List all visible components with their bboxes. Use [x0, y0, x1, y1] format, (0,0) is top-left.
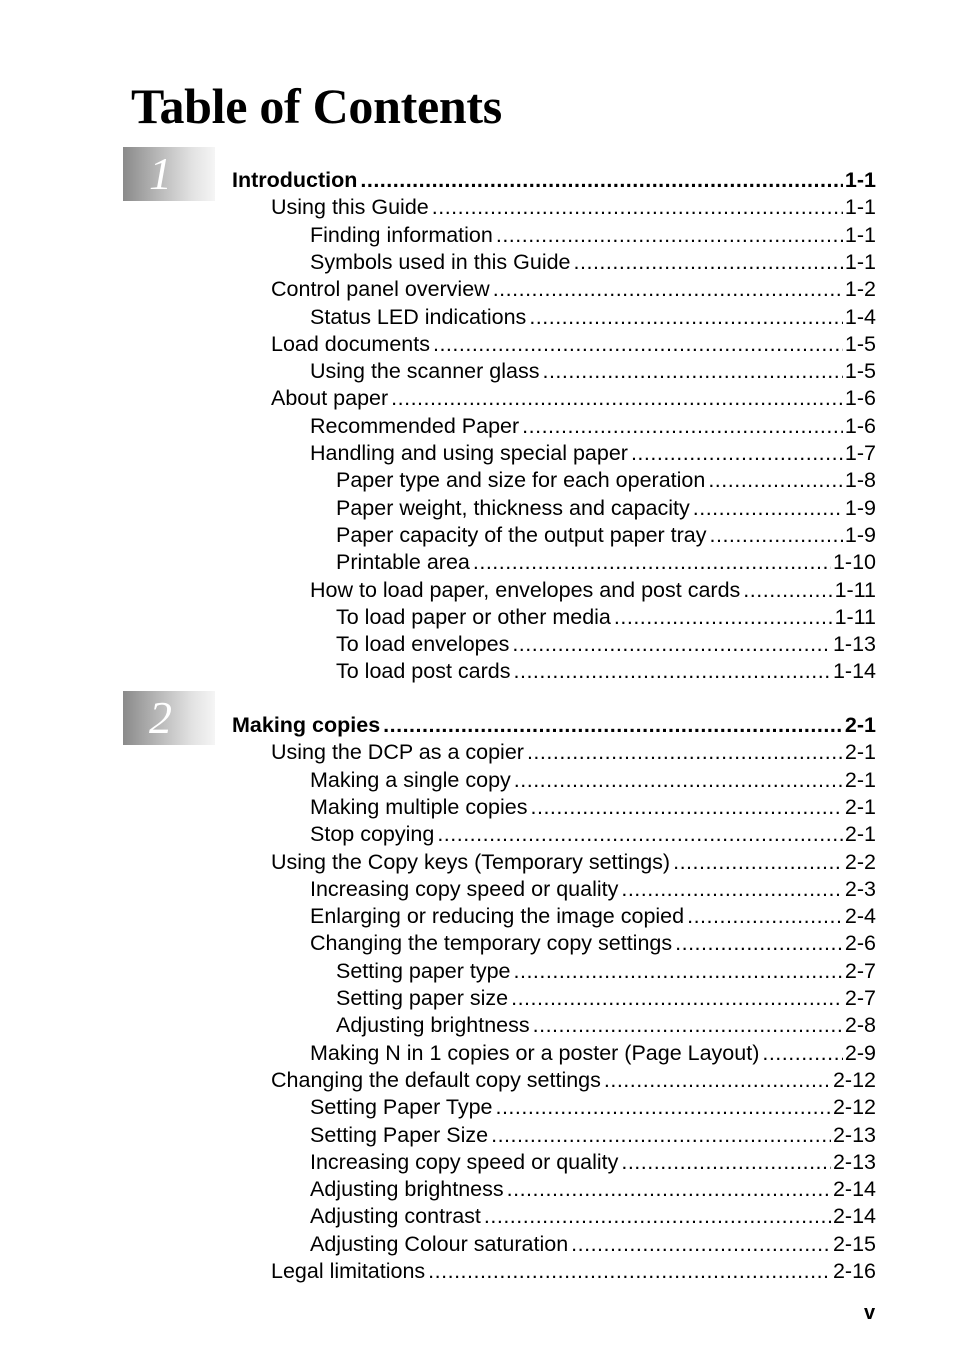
dot-leader: [743, 577, 832, 604]
page-number: v: [864, 1302, 876, 1324]
toc-entry-page: 1-10: [832, 550, 876, 575]
dot-leader: [621, 1149, 831, 1176]
toc-entry-title: Increasing copy speed or quality: [310, 876, 619, 901]
dot-leader: [529, 304, 843, 331]
toc-entry[interactable]: [310, 413, 876, 440]
toc-entry-page: 1-5: [844, 359, 876, 384]
dot-leader: [514, 958, 843, 985]
dot-leader: [473, 549, 831, 576]
dot-leader: [762, 1040, 843, 1067]
dot-leader: [428, 1258, 831, 1285]
toc-entry[interactable]: [310, 1040, 876, 1067]
toc-entry-page: 2-3: [844, 876, 876, 901]
dot-leader: [710, 522, 843, 549]
toc-entry-page: 2-8: [844, 1013, 876, 1038]
dot-leader: [383, 712, 843, 739]
toc-entry[interactable]: [271, 739, 876, 766]
dot-leader: [571, 1231, 831, 1258]
dot-leader: [542, 358, 842, 385]
toc-entry[interactable]: [310, 821, 876, 848]
toc-entry-title: How to load paper, envelopes and post cards: [310, 577, 741, 602]
toc-entry-title: Making a single copy: [310, 767, 511, 792]
toc-entry-page: 1-6: [844, 413, 876, 438]
chapter-number: 2: [149, 692, 172, 743]
toc-entry-page: 2-1: [844, 713, 876, 737]
dot-leader: [693, 495, 843, 522]
toc-entry-page: 1-6: [844, 386, 876, 411]
toc-entry[interactable]: [271, 849, 876, 876]
toc-entry-title: To load paper or other media: [336, 604, 611, 629]
dot-leader: [708, 467, 843, 494]
dot-leader: [360, 167, 843, 194]
toc-entry-page: 2-12: [832, 1095, 876, 1120]
toc-entry-page: 1-2: [844, 277, 876, 302]
toc-entry-page: 1-1: [844, 195, 876, 220]
dot-leader: [496, 222, 843, 249]
toc-entry-title: Paper capacity of the output paper tray: [336, 522, 707, 547]
toc-entry[interactable]: [310, 930, 876, 957]
toc-entry-title: Recommended Paper: [310, 413, 520, 438]
dot-leader: [512, 631, 831, 658]
toc-entry-title: Setting paper size: [336, 986, 509, 1010]
toc-entry-page: 1-1: [844, 249, 876, 274]
toc-entry[interactable]: [310, 767, 876, 794]
toc-entry[interactable]: [271, 1067, 876, 1094]
toc-entry-title: Control panel overview: [271, 277, 490, 302]
toc-entry-page: 1-11: [834, 577, 876, 602]
toc-entry-page: 2-16: [832, 1259, 876, 1283]
toc-entry[interactable]: [310, 876, 876, 903]
toc-entry-title: Finding information: [310, 222, 493, 247]
toc-entry-title: Setting Paper Type: [310, 1095, 493, 1120]
toc-entry-title: Status LED indications: [310, 304, 527, 329]
toc-entry[interactable]: [310, 304, 876, 331]
toc-entry[interactable]: [271, 1258, 876, 1285]
dot-leader: [491, 1122, 831, 1149]
toc-entry[interactable]: [310, 1231, 876, 1258]
page-title: Table of Contents: [131, 78, 502, 134]
dot-leader: [507, 1176, 831, 1203]
toc-entry-page: 2-6: [844, 931, 876, 956]
toc-entry[interactable]: [271, 194, 876, 221]
toc-entry-page: 2-9: [844, 1040, 876, 1065]
toc-entry-title: Using the Copy keys (Temporary settings): [271, 849, 671, 874]
dot-leader: [511, 985, 843, 1012]
toc-entry-page: 1-8: [844, 468, 876, 493]
dot-leader: [391, 385, 843, 412]
dot-leader: [527, 739, 843, 766]
dot-leader: [514, 767, 843, 794]
toc-entry[interactable]: [336, 549, 876, 576]
toc-entry[interactable]: [310, 1122, 876, 1149]
dot-leader: [433, 331, 843, 358]
dot-leader: [493, 276, 843, 303]
toc-entry-page: 2-1: [844, 794, 876, 819]
toc-entry[interactable]: [310, 249, 876, 276]
dot-leader: [533, 1012, 843, 1039]
toc-entry-page: 2-14: [832, 1177, 876, 1202]
toc-entry-title: Adjusting brightness: [336, 1013, 530, 1038]
toc-entry[interactable]: [310, 1176, 876, 1203]
toc-entry-title: Making N in 1 copies or a poster (Page Layout): [310, 1040, 760, 1065]
dot-leader: [687, 903, 843, 930]
toc-entry-title: Enlarging or reducing the image copied: [310, 904, 685, 929]
toc-entry[interactable]: [310, 440, 876, 467]
dot-leader: [604, 1067, 831, 1094]
toc-entry-page: 1-1: [844, 168, 876, 192]
toc-entry-page: 2-15: [832, 1231, 876, 1256]
toc-entry[interactable]: [336, 467, 876, 494]
toc-entry-title: Using the scanner glass: [310, 359, 540, 384]
toc-entry-page: 2-4: [844, 904, 876, 929]
toc-entry-page: 2-13: [832, 1149, 876, 1174]
toc-entry[interactable]: [310, 903, 876, 930]
toc-entry[interactable]: [271, 276, 876, 303]
dot-leader: [614, 604, 833, 631]
toc-entry-title: Adjusting Colour saturation: [310, 1231, 569, 1256]
toc-entry-page: 1-4: [844, 304, 876, 329]
toc-entry[interactable]: [336, 985, 876, 1012]
chapter-heading-entry[interactable]: [232, 167, 876, 194]
chapter-tab: [123, 147, 215, 201]
toc-entry-page: 2-2: [844, 849, 876, 874]
toc-entry[interactable]: [271, 385, 876, 412]
toc-entry-page: 1-5: [844, 331, 876, 356]
toc-entry[interactable]: [271, 331, 876, 358]
dot-leader: [432, 194, 843, 221]
chapter-tab: [123, 691, 215, 745]
toc-entry-title: About paper: [271, 386, 389, 411]
toc-entry[interactable]: [336, 495, 876, 522]
chapter-heading-entry[interactable]: [232, 712, 876, 739]
toc-entry-title: Printable area: [336, 550, 470, 575]
dot-leader: [514, 658, 831, 685]
toc-entry-page: 2-7: [844, 986, 876, 1010]
dot-leader: [531, 794, 843, 821]
toc-entry-title: Setting paper type: [336, 958, 511, 983]
dot-leader: [675, 930, 843, 957]
toc-entry-page: 1-14: [832, 659, 876, 684]
toc-entry[interactable]: [310, 222, 876, 249]
toc-entry-page: 1-1: [844, 222, 876, 247]
dot-leader: [522, 413, 843, 440]
toc-entry-title: To load envelopes: [336, 632, 510, 657]
dot-leader: [631, 440, 843, 467]
toc-entry[interactable]: [310, 1094, 876, 1121]
toc-entry[interactable]: [336, 1012, 876, 1039]
toc-entry[interactable]: [336, 631, 876, 658]
toc-entry-title: Paper weight, thickness and capacity: [336, 495, 690, 520]
toc-entry-title: Setting Paper Size: [310, 1122, 489, 1147]
toc-entry[interactable]: [336, 604, 876, 631]
toc-entry[interactable]: [310, 1149, 876, 1176]
toc-entry-page: 2-1: [844, 767, 876, 792]
toc-entry[interactable]: [310, 794, 876, 821]
chapter-number: 1: [149, 148, 172, 199]
toc-entry-page: 2-14: [832, 1204, 876, 1229]
toc-entry-title: Handling and using special paper: [310, 441, 628, 465]
toc-entry[interactable]: [310, 1203, 876, 1230]
toc-entry-page: 1-13: [832, 632, 876, 657]
dot-leader: [437, 821, 843, 848]
toc-entry-title: Paper type and size for each operation: [336, 468, 706, 493]
toc-entry-title: Changing the default copy settings: [271, 1067, 601, 1092]
toc-entry-title: Using the DCP as a copier: [271, 740, 524, 765]
toc-entry-title: Symbols used in this Guide: [310, 249, 571, 274]
toc-entry[interactable]: [310, 358, 876, 385]
toc-entry-page: 1-9: [844, 495, 876, 520]
toc-entry-title: Legal limitations: [271, 1259, 426, 1283]
dot-leader: [484, 1203, 831, 1230]
dot-leader: [621, 876, 843, 903]
toc-entry-page: 2-7: [844, 958, 876, 983]
dot-leader: [574, 249, 843, 276]
toc-entry[interactable]: [336, 958, 876, 985]
toc-entry-page: 1-9: [844, 522, 876, 547]
toc-entry-title: Increasing copy speed or quality: [310, 1149, 619, 1174]
toc-entry-title: Stop copying: [310, 822, 435, 847]
toc-entry[interactable]: [336, 658, 876, 685]
toc-entry[interactable]: [336, 522, 876, 549]
toc-entry-title: To load post cards: [336, 659, 511, 684]
toc-entry-page: 2-13: [832, 1122, 876, 1147]
toc-entry-title: Adjusting contrast: [310, 1204, 481, 1229]
toc-entry[interactable]: [310, 577, 876, 604]
toc-entry-title: Introduction: [232, 168, 358, 192]
toc-entry-title: Making multiple copies: [310, 794, 528, 819]
toc-entry-page: 2-12: [832, 1067, 876, 1092]
toc-entry-page: 1-11: [834, 604, 876, 629]
toc-entry-page: 2-1: [844, 822, 876, 847]
toc-entry-title: Making copies: [232, 713, 381, 737]
toc-entry-title: Changing the temporary copy settings: [310, 931, 673, 956]
dot-leader: [673, 849, 843, 876]
toc-entry-title: Load documents: [271, 331, 430, 356]
toc-entry-title: Using this Guide: [271, 195, 429, 220]
toc-entry-page: 2-1: [844, 740, 876, 765]
toc-entry-title: Adjusting brightness: [310, 1177, 504, 1202]
toc-entry-page: 1-7: [844, 441, 876, 465]
dot-leader: [495, 1094, 830, 1121]
